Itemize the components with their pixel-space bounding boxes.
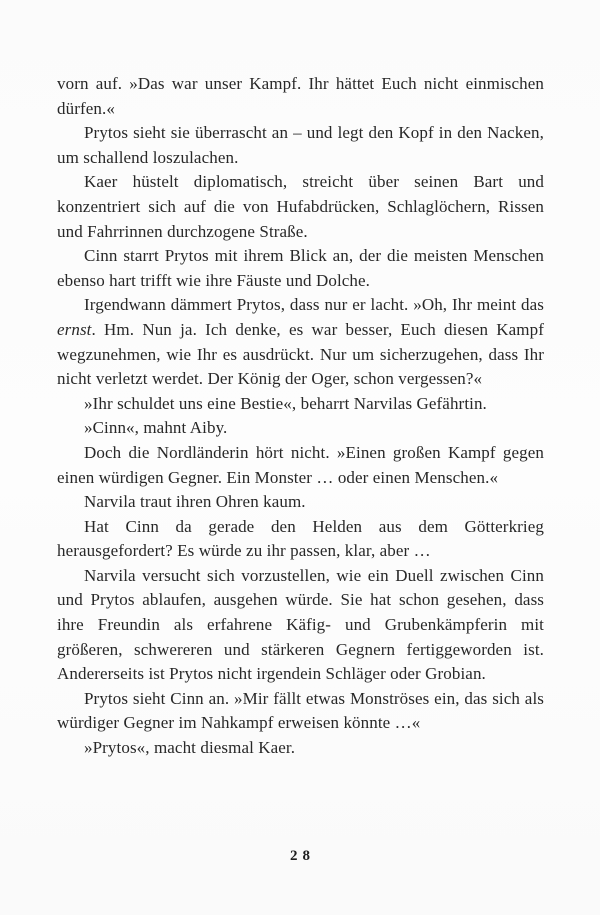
paragraph bbox=[57, 170, 544, 244]
text-run: Cinn starrt Prytos mit ihrem Blick an, der die meisten Menschen ebenso hart trifft wie ihre Fäuste und Dolche. bbox=[57, 246, 544, 290]
paragraph bbox=[57, 392, 544, 417]
paragraph bbox=[57, 72, 544, 121]
paragraph bbox=[57, 121, 544, 170]
text-run: Prytos sieht Cinn an. »Mir fällt etwas Monströses ein, das sich als würdiger Gegner im Nahkampf erweisen könnte …« bbox=[57, 688, 544, 733]
text-run: »Prytos«, macht diesmal Kaer. bbox=[84, 738, 296, 758]
paragraph bbox=[57, 515, 544, 564]
paragraph bbox=[57, 490, 544, 515]
paragraph bbox=[57, 416, 544, 441]
text-run: Doch die Nordländerin hört nicht. »Einen großen Kampf gegen einen würdigen Gegner. Ein Monster … oder einen Menschen.« bbox=[57, 442, 544, 487]
text-run: Hat Cinn da gerade den Helden aus dem Götterkrieg herausgefordert? Es würde zu ihr passen, klar, aber … bbox=[57, 516, 544, 561]
text-run: Narvila traut ihren Ohren kaum. bbox=[84, 492, 306, 512]
text-run: »Cinn«, mahnt Aiby. bbox=[84, 418, 228, 438]
text-run: Kaer hüstelt diplomatisch, streicht über seinen Bart und konzentriert sich auf die von Hufabdrücken, Schlaglöchern, Rissen und Fahrrinnen durchzogene Straße. bbox=[57, 172, 544, 241]
text-run: . Hm. Nun ja. Ich denke, es war besser, Euch diesen Kampf wegzunehmen, wie Ihr es ausdrückt. Nur um sicherzugehen, dass Ihr nicht verletzt werdet. Der König der Oger, schon vergessen?« bbox=[57, 319, 544, 389]
paragraph bbox=[57, 736, 544, 761]
paragraph bbox=[57, 244, 544, 293]
italic-text-run: ernst bbox=[57, 319, 92, 339]
paragraph bbox=[57, 564, 544, 687]
text-run: »Ihr schuldet uns eine Bestie«, beharrt Narvilas Gefährtin. bbox=[84, 393, 487, 413]
page-number: 28 bbox=[290, 848, 315, 864]
paragraph bbox=[57, 441, 544, 490]
text-run: Irgendwann dämmert Prytos, dass nur er lacht. »Oh, Ihr meint das bbox=[84, 295, 544, 315]
text-run: vorn auf. »Das war unser Kampf. Ihr hättet Euch nicht einmischen dürfen.« bbox=[57, 74, 544, 118]
text-run: Prytos sieht sie überrascht an – und legt den Kopf in den Nacken, um schallend loszulachen. bbox=[57, 123, 544, 167]
body-text bbox=[57, 72, 544, 761]
paragraph bbox=[57, 293, 544, 391]
paragraph bbox=[57, 687, 544, 736]
text-run: Narvila versucht sich vorzustellen, wie ein Duell zwischen Cinn und Prytos ablaufen, ausgehen würde. Sie hat schon gesehen, dass ihre Freundin als erfahrene Käfig- und Grubenkämpferin mit größeren, schwereren und stärkeren Gegnern fertiggeworden ist. Andererseits ist Prytos nicht irgendein Schläger oder Grobian. bbox=[57, 565, 544, 684]
